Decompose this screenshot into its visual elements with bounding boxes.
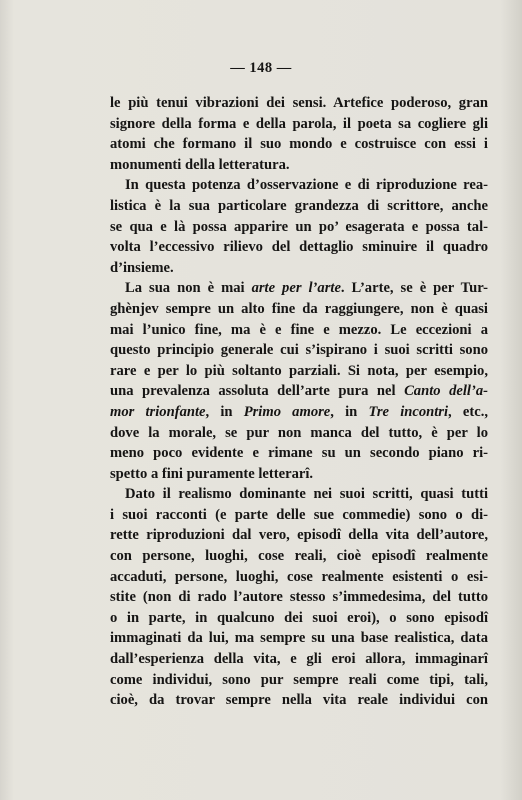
text-line: atomi che formano il suo mondo e costruisce con essi i bbox=[110, 136, 488, 153]
text-line: stite (non di rado l’autore stesso s’immedesima, del tutto bbox=[110, 589, 488, 606]
italic-title: Tre incontri bbox=[368, 403, 449, 420]
text-line: se qua e là possa apparire un po’ esagerata e possa tal- bbox=[110, 218, 488, 235]
text-line: rette riproduzioni dal vero, episodî della vita dell’autore, bbox=[110, 527, 488, 544]
italic-title: Primo amore bbox=[243, 403, 331, 420]
text-line: La sua non è mai arte per l’arte. L’arte, se è per Tur- bbox=[125, 280, 488, 297]
body-text bbox=[110, 93, 488, 711]
text-line: monumenti della letteratura. bbox=[110, 156, 290, 173]
paragraph bbox=[110, 484, 488, 711]
paragraph bbox=[110, 175, 488, 278]
text-line: dove la morale, se pur non manca del tutto, è per lo bbox=[110, 424, 488, 441]
italic-title: Canto dell’a- bbox=[404, 383, 488, 400]
italic-title: mor trionfante bbox=[110, 403, 206, 420]
paragraph bbox=[110, 93, 488, 175]
text-line: una prevalenza assoluta dell’arte pura nel Canto dell’a- bbox=[110, 383, 488, 400]
paragraph bbox=[110, 278, 488, 484]
text-line: immaginati da lui, ma sempre su una base realistica, data bbox=[110, 630, 488, 647]
text-line: come individui, sono pur sempre reali come tipi, tali, bbox=[110, 671, 488, 688]
text-line: accaduti, persone, luoghi, cose realmente esistenti o esi- bbox=[110, 568, 488, 585]
text-line: volta l’eccessivo rilievo del dettaglio sminuire il quadro bbox=[110, 239, 488, 256]
text-line: rare e per lo più soltanto parziali. Si nota, per esempio, bbox=[110, 362, 488, 379]
text-line: dall’esperienza della vita, e gli eroi allora, immaginarî bbox=[110, 651, 488, 668]
text-line: signore della forma e della parola, il poeta sa cogliere gli bbox=[110, 115, 488, 132]
text-line: con persone, luoghi, cose reali, cioè episodî realmente bbox=[110, 548, 488, 565]
text-line: spetto a fini puramente letterarî. bbox=[110, 465, 314, 482]
text-line: mor trionfante, in Primo amore, in Tre incontri, etc., bbox=[110, 403, 488, 420]
text-line: cioè, da trovar sempre nella vita reale individui con bbox=[110, 692, 488, 709]
text-line: In questa potenza d’osservazione e di riproduzione rea- bbox=[125, 177, 488, 194]
text-line: d’insieme. bbox=[110, 259, 174, 276]
text-line: o in parte, in qualcuno dei suoi eroi), o sono episodî bbox=[110, 609, 488, 626]
text-line: mai l’unico fine, ma è e fine e mezzo. Le eccezioni a bbox=[110, 321, 488, 338]
text-line: Dato il realismo dominante nei suoi scritti, quasi tutti bbox=[125, 486, 488, 503]
text-line: meno poco evidente e rimane su un secondo piano ri- bbox=[110, 445, 488, 462]
text-line: le più tenui vibrazioni dei sensi. Artefice poderoso, gran bbox=[110, 95, 488, 111]
text-line: questo principio generale cui s’ispirano i suoi scritti sono bbox=[110, 342, 488, 359]
text-line: ghènjev sempre un alto fine da raggiungere, non è quasi bbox=[110, 300, 488, 317]
text-line: i suoi racconti (e parte delle sue commedie) sono o di- bbox=[110, 506, 488, 523]
text-line: listica è la sua particolare grandezza di scrittore, anche bbox=[110, 197, 488, 214]
page-number: — 148 — bbox=[230, 60, 292, 76]
italic-title: arte per l’arte bbox=[251, 280, 341, 297]
